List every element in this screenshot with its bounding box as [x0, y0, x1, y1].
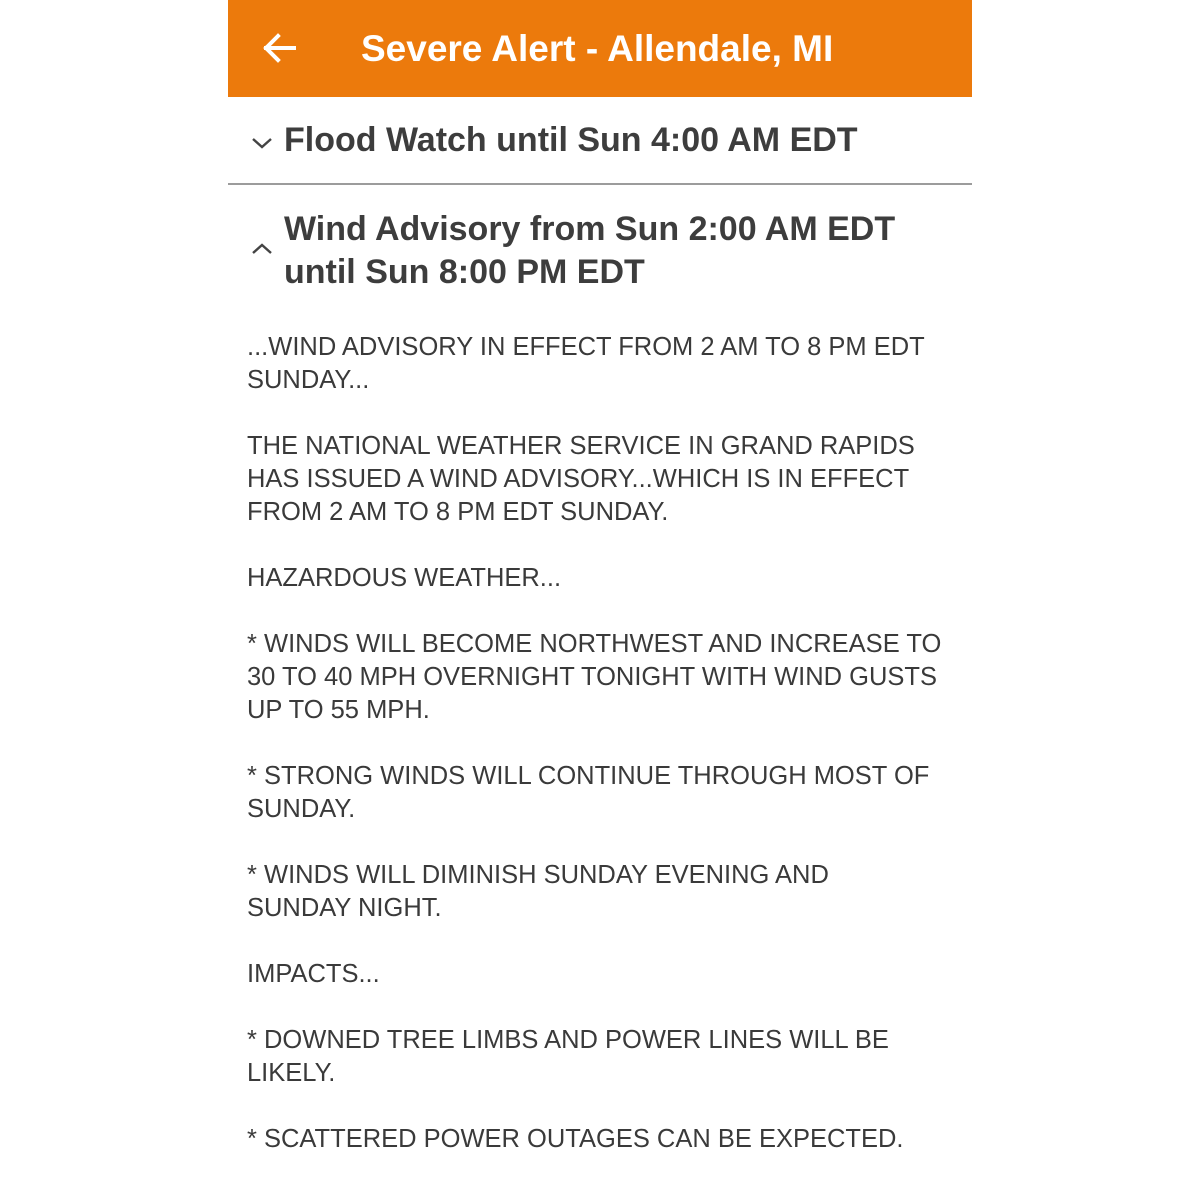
alert-paragraph — [247, 859, 967, 925]
alert-paragraph — [247, 331, 967, 397]
alert-paragraph — [247, 760, 967, 826]
alert-paragraph — [247, 1024, 967, 1090]
alert-paragraph — [247, 1123, 967, 1156]
alert-paragraph — [247, 562, 967, 595]
alert-line: FROM 2 AM TO 8 PM EDT SUNDAY. — [247, 498, 669, 526]
alert-line: SUNDAY... — [247, 366, 370, 394]
alert-title-line: until Sun 8:00 PM EDT — [284, 253, 645, 291]
alert-line: SUNDAY. — [247, 795, 356, 823]
alert-title-wind-advisory — [284, 208, 944, 294]
app-bar — [228, 0, 972, 97]
alert-title-flood-watch — [284, 119, 944, 162]
alert-line: 30 TO 40 MPH OVERNIGHT TONIGHT WITH WIND GUSTS — [247, 663, 938, 691]
alert-line: * STRONG WINDS WILL CONTINUE THROUGH MOST OF — [247, 762, 930, 790]
chevron-down-icon — [250, 131, 274, 155]
alert-paragraph — [247, 958, 967, 991]
alert-line: * WINDS WILL BECOME NORTHWEST AND INCREASE TO — [247, 630, 942, 658]
alert-line: ...WIND ADVISORY IN EFFECT FROM 2 AM TO 8 PM EDT — [247, 333, 925, 361]
alert-line: SUNDAY NIGHT. — [247, 894, 442, 922]
alert-screen — [228, 0, 972, 1200]
alert-line: * SCATTERED POWER OUTAGES CAN BE EXPECTED. — [247, 1125, 904, 1153]
alert-line: HAZARDOUS WEATHER... — [247, 564, 562, 592]
alert-line: HAS ISSUED A WIND ADVISORY...WHICH IS IN EFFECT — [247, 465, 910, 493]
alert-body-wind-advisory — [247, 331, 967, 1189]
alert-paragraph — [247, 628, 967, 727]
alert-line: * DOWNED TREE LIMBS AND POWER LINES WILL BE — [247, 1026, 889, 1054]
alert-line: LIKELY. — [247, 1059, 336, 1087]
alert-line: UP TO 55 MPH. — [247, 696, 430, 724]
alert-line: * WINDS WILL DIMINISH SUNDAY EVENING AND — [247, 861, 829, 889]
page-title: Severe Alert - Allendale, MI — [361, 28, 834, 69]
chevron-up-icon — [250, 237, 274, 261]
alert-line: THE NATIONAL WEATHER SERVICE IN GRAND RAPIDS — [247, 432, 915, 460]
arrow-left-icon — [260, 26, 300, 70]
back-button[interactable] — [260, 26, 300, 70]
alert-title-line: Wind Advisory from Sun 2:00 AM EDT — [284, 210, 896, 248]
alert-paragraph — [247, 430, 967, 529]
alert-header-flood-watch[interactable] — [228, 97, 972, 183]
alert-title-line: Flood Watch until Sun 4:00 AM EDT — [284, 121, 858, 159]
alert-header-wind-advisory[interactable] — [228, 185, 972, 305]
alert-line: IMPACTS... — [247, 960, 380, 988]
